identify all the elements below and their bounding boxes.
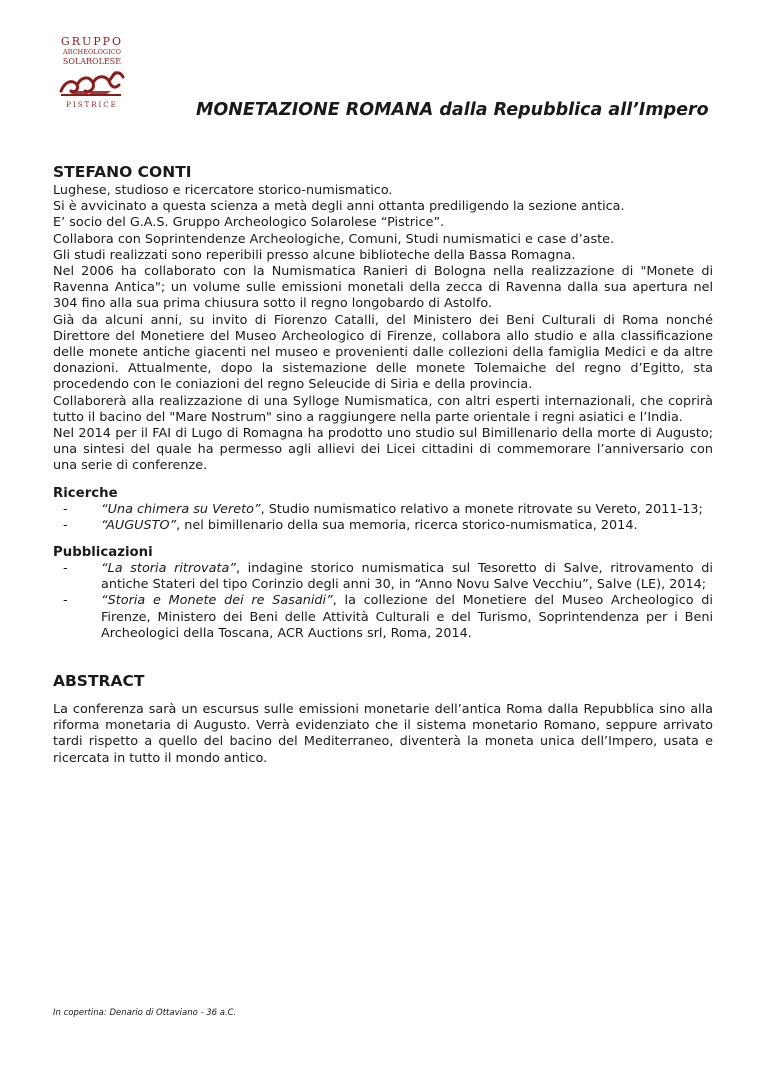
document-title: MONETAZIONE ROMANA dalla Repubblica all’Impero bbox=[196, 100, 709, 120]
bio-paragraph: E’ socio del G.A.S. Gruppo Archeologico Solarolese “Pistrice”. bbox=[53, 215, 445, 231]
ricerche-list bbox=[53, 502, 713, 534]
list-item bbox=[101, 518, 713, 534]
author-name: STEFANO CONTI bbox=[53, 163, 192, 181]
bio-paragraph: Nel 2014 per il FAI di Lugo di Romagna ha prodotto uno studio sul Bimillenario della morte di Augusto; una sintesi del quale ha permesso agli allievi dei Licei cittadini di commemorare l’anniversario con una serie di conferenze. bbox=[53, 426, 713, 474]
sea-monster-icon bbox=[59, 69, 125, 101]
logo-line-solarolese: SOLAROLESE bbox=[62, 57, 122, 66]
pubblicazione-details: , la collezione del Monetiere del Museo Archeologico di Firenze, Ministero dei Beni delle Attività Culturali e del Turismo, Soprintendenza per i Beni Archeologici della Toscana, ACR Auctions srl, Roma, 2014. bbox=[101, 593, 713, 641]
bio-paragraph: Collabora con Soprintendenze Archeologiche, Comuni, Studi numismatici e case d’aste. bbox=[53, 231, 615, 247]
bio-paragraph: Gli studi realizzati sono reperibili presso alcune biblioteche della Bassa Romagna. bbox=[53, 247, 576, 263]
pubblicazione-details: , indagine storico numismatica sul Tesoretto di Salve, ritrovamento di antiche Stateri del tipo Corinzio degli anni 30, in “Anno Novu Salve Vecchiu”, Salve (LE), 2014; bbox=[101, 561, 713, 593]
document-body bbox=[53, 163, 713, 767]
bio-paragraph: Collaborerà alla realizzazione di una Sylloge Numismatica, con altri esperti internazionali, che coprirà tutto il bacino del "Mare Nostrum" sino a raggiungere nella parte orientale i regni asiatici e l’India. bbox=[53, 393, 713, 425]
author-bio bbox=[53, 183, 713, 475]
bio-paragraph: Lughese, studioso e ricercatore storico-numismatico. bbox=[53, 183, 393, 198]
bio-paragraph: Già da alcuni anni, su invito di Fiorenzo Catalli, del Ministero dei Beni Culturali di Roma nonché Direttore del Monetiere del Museo Archeologico di Firenze, collabora allo studio e alla classificazione delle monete antiche giacenti nel museo e provenienti dalle collezioni della famiglia Medici e da altre donazioni. Attualmente, dopo la sistemazione delle monete Tolemaiche del regno d’Egitto, sta procedendo con le coniazioni del regno Seleucide di Siria e della provincia. bbox=[53, 312, 713, 393]
pubblicazione-title: “La storia ritrovata” bbox=[101, 561, 236, 577]
list-item bbox=[101, 561, 713, 593]
logo bbox=[52, 36, 132, 110]
abstract-text: La conferenza sarà un escursus sulle emissioni monetarie dell’antica Roma dalla Repubblica sino alla riforma monetaria di Augusto. Verrà evidenziato che il sistema monetario Romano, seppure arrivato tardi rispetto a quello del bacino del Mediterraneo, diventerà la moneta unica dell’Impero, usata e ricercata in tutto il mondo antico. bbox=[53, 702, 713, 766]
list-item bbox=[101, 593, 713, 642]
bio-paragraph: Nel 2006 ha collaborato con la Numismatica Ranieri di Bologna nella realizzazione di "Monete di Ravenna Antica"; un volume sulle emissioni monetali della zecca di Ravenna dalla sua apertura nel 304 fino alla sua prima chiusura sotto il regno longobardo di Astolfo. bbox=[53, 264, 713, 312]
logo-line-pistrice: PISTRICE bbox=[66, 101, 118, 109]
pubblicazione-title: “Storia e Monete dei re Sasanidi” bbox=[101, 593, 333, 609]
ricerca-title: “AUGUSTO” bbox=[101, 517, 177, 533]
ricerche-heading: Ricerche bbox=[53, 485, 118, 501]
list-item bbox=[101, 502, 713, 518]
abstract-heading: ABSTRACT bbox=[53, 672, 145, 691]
pubblicazioni-heading: Pubblicazioni bbox=[53, 545, 153, 561]
cover-caption: In copertina: Denario di Ottaviano - 36 a.C. bbox=[53, 1008, 237, 1018]
pubblicazioni-list bbox=[53, 561, 713, 642]
ricerca-details: , nel bimillenario della sua memoria, ricerca storico-numismatica, 2014. bbox=[176, 517, 638, 533]
bio-paragraph: Si è avvicinato a questa scienza a metà degli anni ottanta prediligendo la sezione antica. bbox=[53, 199, 625, 215]
logo-line-gruppo: GRUPPO bbox=[60, 35, 124, 48]
logo-line-archeologico: ARCHEOLOGICO bbox=[62, 48, 121, 56]
ricerca-title: “Una chimera su Vereto” bbox=[101, 501, 261, 517]
ricerca-details: , Studio numismatico relativo a monete ritrovate su Vereto, 2011-13; bbox=[260, 501, 703, 517]
